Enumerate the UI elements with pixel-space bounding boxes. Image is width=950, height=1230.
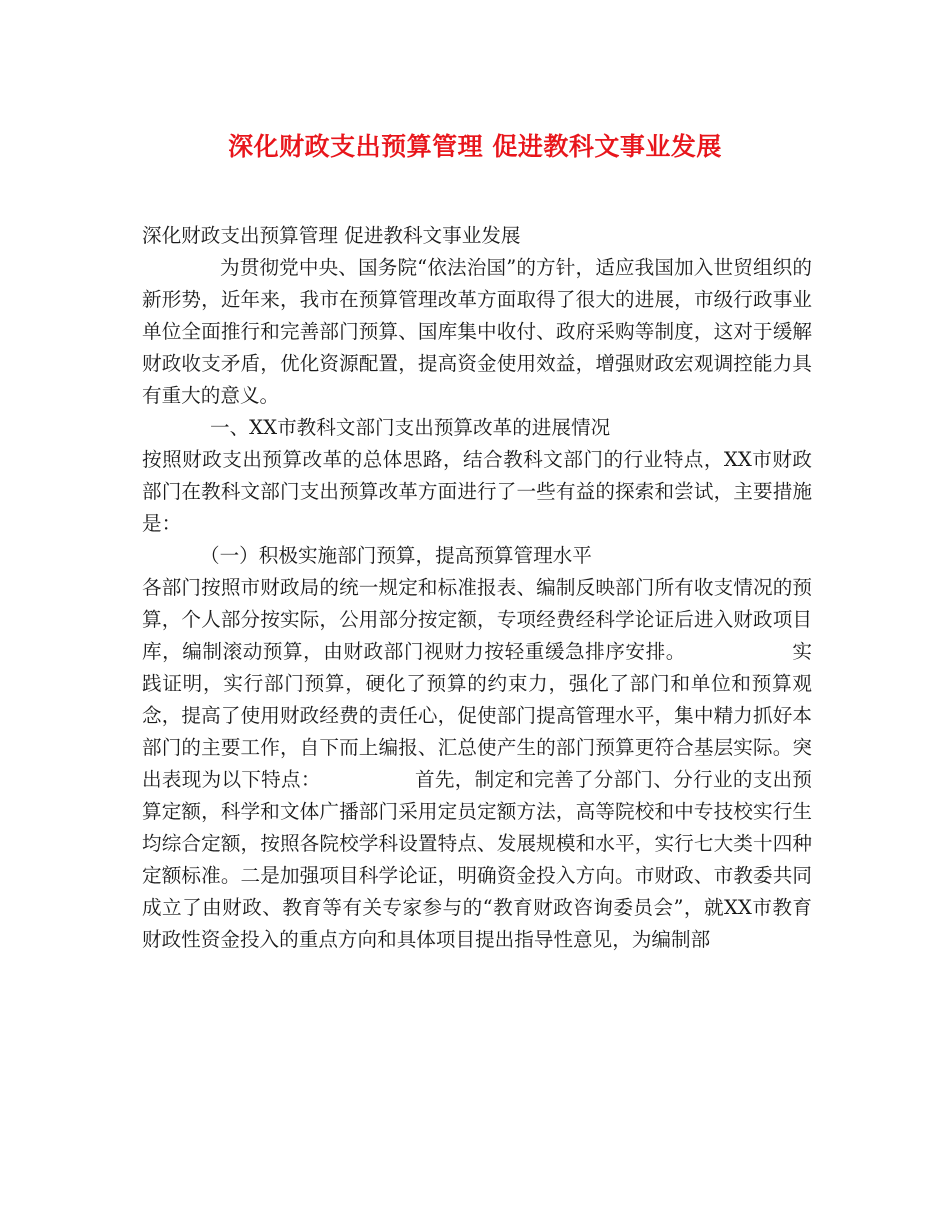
document-body (142, 220, 812, 956)
document-title: 深化财政支出预算管理 促进教科文事业发展 (228, 132, 722, 161)
subtitle-line: 深化财政支出预算管理 促进教科文事业发展 (142, 224, 521, 247)
paragraph-part-a: 各部门按照市财政局的统一规定和标准报表、编制反映部门所有收支情况的预算，个人部分按实际，公用部分按定额，专项经费经科学论证后进入财政项目库，编制滚动预算，由财政部门视财力按轻重缓急排序安排。 (142, 576, 812, 663)
section-heading: 一、XX市教科文部门支出预算改革的进展情况 (210, 416, 611, 439)
section-paragraph: 按照财政支出预算改革的总体思路，结合教科文部门的行业特点，XX市财政部门在教科文部门支出预算改革方面进行了一些有益的探索和尝试，主要措施是： (142, 448, 812, 535)
subsection-heading: （一）积极实施部门预算，提高预算管理水平 (200, 544, 592, 567)
subsection-paragraph (142, 572, 812, 956)
intro-paragraph: 为贯彻党中央、国务院“依法治国”的方针，适应我国加入世贸组织的新形势，近年来，我市在预算管理改革方面取得了很大的进展，市级行政事业单位全面推行和完善部门预算、国库集中收付、政府采购等制度，这对于缓解财政收支矛盾，优化资源配置，提高资金使用效益，增强财政宏观调控能力具有重大的意义。 (142, 256, 812, 407)
paragraph-part-d: 二是加强项目科学论证，明确资金投入方向。市财政、市教委共同成立了由财政、教育等有关专家参与的“教育财政咨询委员会”，就XX市教育财政性资金投入的重点方向和具体项目提出指导性意见，为编制部 (142, 864, 812, 951)
paragraph-part-c: 首先，制定和完善了分部门、分行业的支出预算定额，科学和文体广播部门采用定员定额方法，高等院校和中专技校实行生均综合定额，按照各院校学科设置特点、发展规模和水平，实行七大类十四种定额标准。 (142, 768, 813, 887)
paragraph-part-b: 实践证明，实行部门预算，硬化了预算的约束力，强化了部门和单位和预算观念，提高了使用财政经费的责任心，促使部门提高管理水平，集中精力抓好本部门的主要工作，自下而上编报、汇总使产生的部门预算更符合基层实际。突出表现为以下特点： (142, 640, 813, 791)
